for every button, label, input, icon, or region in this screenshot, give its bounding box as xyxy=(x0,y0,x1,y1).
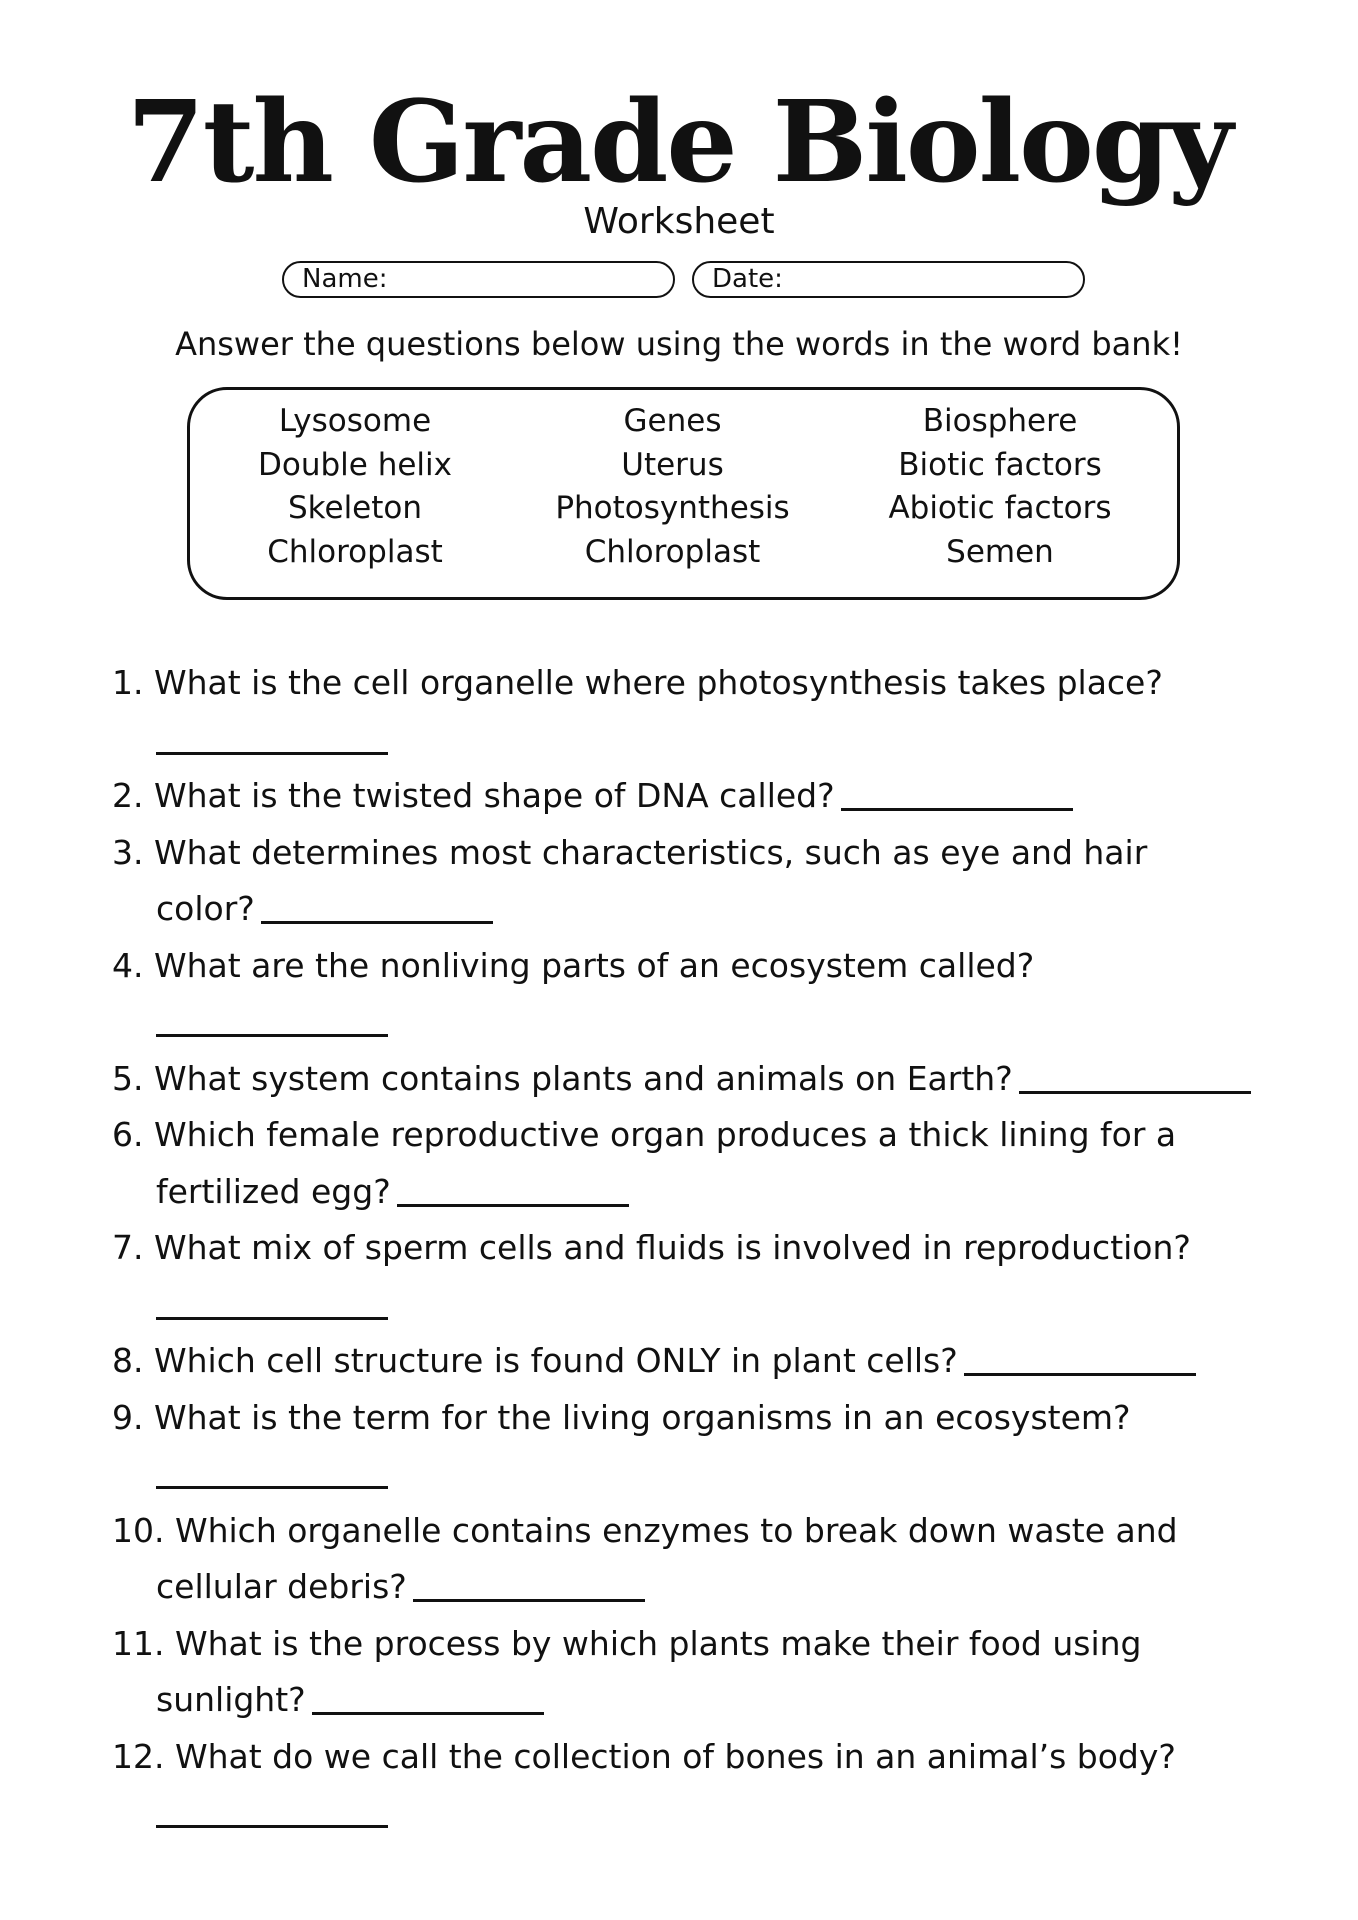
question-text: 8. Which cell structure is found ONLY in plant cells? xyxy=(112,1341,958,1380)
question-text: 10. Which organelle contains enzymes to break down waste and xyxy=(112,1510,1178,1550)
question-text-continued: color? xyxy=(156,889,255,928)
question-item xyxy=(112,1333,1312,1390)
question-text: 3. What determines most characteristics, such as eye and hair xyxy=(112,832,1148,872)
answer-blank[interactable] xyxy=(156,1317,388,1320)
word-bank-word: Double helix xyxy=(258,446,452,483)
question-item xyxy=(112,1107,1312,1220)
answer-blank[interactable] xyxy=(841,808,1073,811)
name-field[interactable] xyxy=(282,261,675,298)
question-item xyxy=(112,1503,1312,1616)
question-item xyxy=(112,938,1312,1051)
word-bank-word: Semen xyxy=(946,533,1054,570)
question-item xyxy=(112,1390,1312,1503)
question-text: 9. What is the term for the living organisms in an ecosystem? xyxy=(112,1397,1131,1437)
word-bank-word: Abiotic factors xyxy=(888,490,1112,526)
word-bank-column xyxy=(190,400,520,597)
word-bank-word: Lysosome xyxy=(278,403,432,439)
worksheet-subtitle: Worksheet xyxy=(583,201,775,242)
word-bank-column xyxy=(825,400,1175,597)
answer-blank[interactable] xyxy=(156,1034,388,1037)
answer-blank[interactable] xyxy=(413,1599,645,1602)
question-list xyxy=(112,655,1312,1842)
question-item xyxy=(112,1616,1312,1729)
question-text: 6. Which female reproductive organ produces a thick lining for a xyxy=(112,1115,1177,1154)
answer-blank[interactable] xyxy=(156,752,388,755)
answer-blank[interactable] xyxy=(964,1373,1196,1376)
date-field[interactable] xyxy=(692,261,1085,298)
question-item xyxy=(112,825,1312,938)
instructions-text: Answer the questions below using the words in the word bank! xyxy=(175,325,1183,363)
question-item xyxy=(112,1220,1312,1333)
word-bank-word: Chloroplast xyxy=(584,533,761,570)
question-text-continued: sunlight? xyxy=(156,1680,306,1719)
word-bank-word: Chloroplast xyxy=(267,533,443,570)
question-text-continued: cellular debris? xyxy=(156,1567,407,1606)
question-text: 12. What do we call the collection of bones in an animal’s body? xyxy=(112,1736,1176,1776)
word-bank-word: Skeleton xyxy=(287,490,423,526)
question-text: 5. What system contains plants and animals on Earth? xyxy=(112,1058,1013,1098)
answer-blank[interactable] xyxy=(156,1825,388,1828)
question-text: 2. What is the twisted shape of DNA called? xyxy=(112,776,835,815)
question-text: 1. What is the cell organelle where photosynthesis takes place? xyxy=(112,663,1163,702)
question-text: 4. What are the nonliving parts of an ecosystem called? xyxy=(112,945,1035,985)
answer-blank[interactable] xyxy=(156,1486,388,1489)
word-bank xyxy=(187,387,1180,600)
answer-blank[interactable] xyxy=(312,1712,544,1715)
answer-blank[interactable] xyxy=(397,1204,629,1207)
date-label: Date: xyxy=(712,264,783,294)
word-bank-word: Biosphere xyxy=(922,403,1078,439)
word-bank-word: Biotic factors xyxy=(898,446,1102,483)
word-bank-word: Photosynthesis xyxy=(555,490,790,526)
question-item xyxy=(112,655,1312,768)
word-bank-column xyxy=(520,400,825,597)
worksheet-title: 7th Grade Biology xyxy=(126,77,1232,208)
word-bank-word: Uterus xyxy=(621,446,724,483)
question-item xyxy=(112,1051,1312,1108)
question-text: 7. What mix of sperm cells and fluids is involved in reproduction? xyxy=(112,1228,1191,1267)
answer-blank[interactable] xyxy=(1019,1091,1251,1094)
answer-blank[interactable] xyxy=(261,921,493,924)
question-item xyxy=(112,1729,1312,1842)
question-text-continued: fertilized egg? xyxy=(156,1171,391,1211)
name-label: Name: xyxy=(302,264,388,294)
question-text: 11. What is the process by which plants make their food using xyxy=(112,1623,1142,1663)
word-bank-word: Genes xyxy=(623,403,722,439)
question-item xyxy=(112,768,1312,825)
